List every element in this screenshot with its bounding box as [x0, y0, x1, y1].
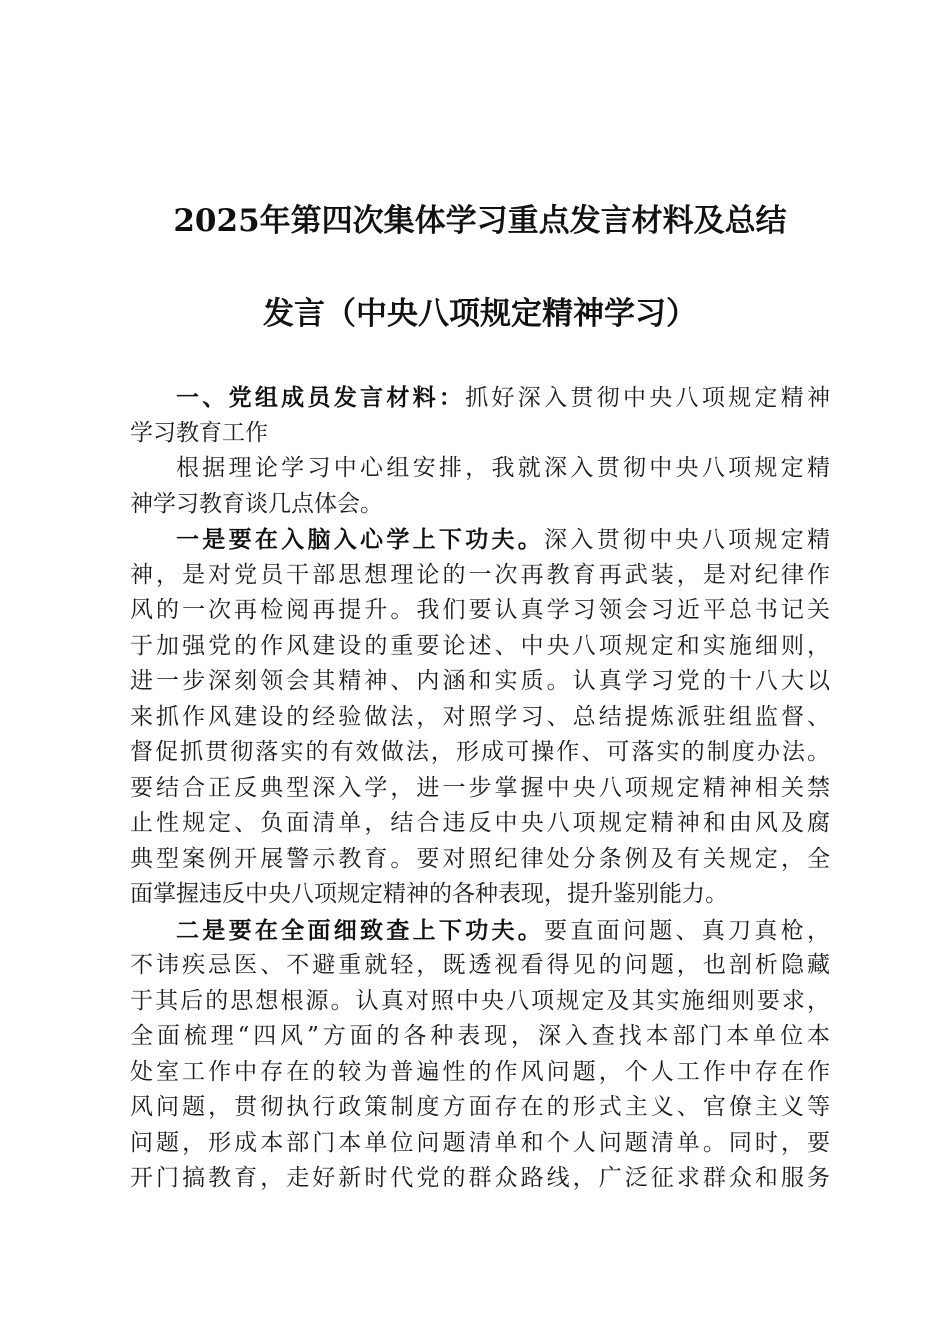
document-title-line-2: 发言（中央八项规定精神学习） [263, 296, 697, 332]
paragraph-line: 不讳疾忌医、不避重就轻，既透视看得见的问题，也剖析隐藏 [130, 952, 830, 978]
paragraph-line [130, 522, 830, 558]
paragraph-lead: 一是要在入脑入心学上下功夫。 [176, 526, 545, 553]
paragraph-line [130, 380, 830, 416]
paragraph-line: 风问题，贯彻执行政策制度方面存在的形式主义、官僚主义等 [130, 1094, 830, 1120]
paragraph-line: 学习教育工作 [130, 419, 268, 446]
document-title-line-1: 2025年第四次集体学习重点发言材料及总结 [173, 203, 787, 239]
document-body [130, 380, 830, 1197]
paragraph-line: 督促抓贯彻落实的有效做法，形成可操作、可落实的制度办法。 [130, 739, 830, 765]
paragraph-line: 进一步深刻领会其精神、内涵和实质。认真学习党的十八大以 [130, 668, 830, 694]
paragraph-line: 要结合正反典型深入学，进一步掌握中央八项规定精神相关禁 [130, 774, 830, 801]
paragraph-line: 处室工作中存在的较为普遍性的作风问题，个人工作中存在作 [130, 1058, 830, 1085]
paragraph-text: 要直面问题、真刀真枪， [544, 917, 831, 944]
paragraph-line: 风的一次再检阅再提升。我们要认真学习领会习近平总书记关 [130, 597, 830, 623]
paragraph-line: 根据理论学习中心组安排，我就深入贯彻中央八项规定精 [176, 455, 830, 481]
paragraph-line: 开门搞教育，走好新时代党的群众路线，广泛征求群众和服务 [130, 1165, 830, 1191]
paragraph-point-two [130, 913, 830, 1197]
paragraph-line [130, 913, 830, 949]
paragraph-intro [130, 451, 830, 522]
paragraph-line: 问题，形成本部门本单位问题清单和个人问题清单。同时，要 [130, 1129, 830, 1156]
paragraph-line: 典型案例开展警示教育。要对照纪律处分条例及有关规定，全 [130, 845, 830, 872]
paragraph-line: 神，是对党员干部思想理论的一次再教育再武装，是对纪律作 [130, 561, 830, 588]
paragraph-point-one [130, 522, 830, 913]
paragraph-line: 面掌握违反中央八项规定精神的各种表现，提升鉴别能力。 [130, 881, 728, 907]
paragraph-line: 神学习教育谈几点体会。 [130, 490, 383, 517]
paragraph-text: 深入贯彻中央八项规定精 [544, 527, 831, 553]
paragraph-text: 抓好深入贯彻中央八项规定精神 [465, 385, 831, 411]
paragraph-line: 全面梳理“四风”方面的各种表现，深入查找本部门本单位本 [130, 1023, 830, 1049]
paragraph-lead: 一、党组成员发言材料： [176, 384, 466, 411]
paragraph-lead: 二是要在全面细致查上下功夫。 [176, 916, 545, 944]
paragraph-line: 于其后的思想根源。认真对照中央八项规定及其实施细则要求， [130, 987, 830, 1014]
paragraph-line: 于加强党的作风建设的重要论述、中央八项规定和实施细则， [130, 632, 830, 659]
paragraph-party-member-materials [130, 380, 830, 451]
paragraph-line: 止性规定、负面清单，结合违反中央八项规定精神和由风及腐 [130, 810, 830, 836]
paragraph-line: 来抓作风建设的经验做法，对照学习、总结提炼派驻组监督、 [130, 703, 830, 730]
